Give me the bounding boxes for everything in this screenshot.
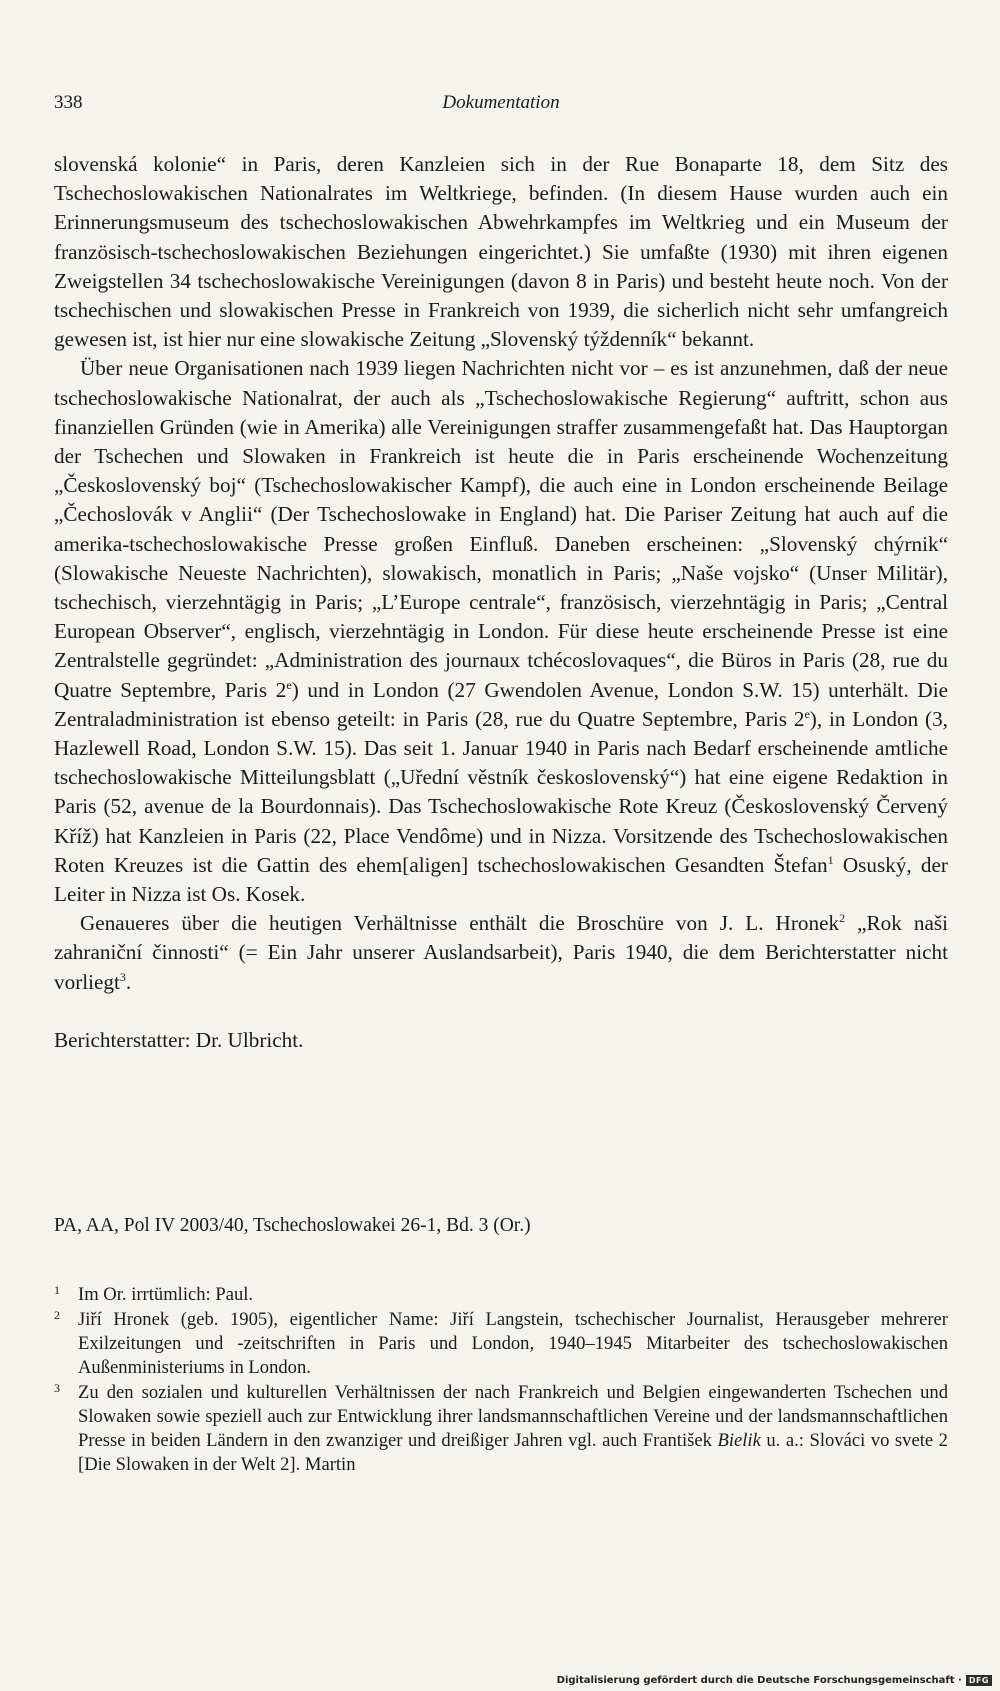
footnote-number: 1 [54,1283,60,1297]
paragraph-3-part-c: . [125,969,132,994]
dfg-logo-icon: DFG [966,1675,992,1686]
paragraph-2 [54,354,948,909]
footnote-ref-1: 1 [827,852,834,867]
page-number: 338 [54,92,83,113]
footnotes [54,1283,948,1478]
paragraph-3 [54,909,948,997]
footnote-text-part-a: Zu den sozialen und kulturellen Verhältnissen der nach Frankreich und Belgien eingewanderten Tschechen und Slowaken sowie speziell auch zur Entwicklung ihrer landsmannschaftlichen Vereine und der landsmannschaftlichen Presse in beiden Ländern in den zwanziger und dreißiger Jahren vgl. auch František [78,1382,948,1451]
footnote-text: Im Or. irrtümlich: Paul. [78,1284,254,1305]
superscript-e-2: e [804,706,810,721]
page-header [54,92,948,118]
running-title: Dokumentation [442,92,560,113]
paragraph-3-part-b: „Rok naši zahraniční činnosti“ (= Ein Jahr unserer Auslandsarbeit), Paris 1940, die dem Berichterstatter nicht vorliegt [54,911,948,994]
footnote-3 [54,1381,948,1477]
body-text [54,150,948,1055]
footnote-1 [54,1283,948,1307]
paragraph-1: slovenská kolonie“ in Paris, deren Kanzleien sich in der Rue Bonaparte 18, dem Sitz des Tschechoslowakischen Nationalrates im Weltkriege, befinden. (In diesem Hause wurden auch ein Erinnerungsmuseum des tschechoslowakischen Abwehrkampfes im Weltkrieg und ein Museum der französisch-tschechoslowakischen Beziehungen eingerichtet.) Sie umfaßte (1930) mit ihren eigenen Zweigstellen 34 tschechoslowakische Vereinigungen (davon 8 in Paris) und besteht heute noch. Von der tschechischen und slowakischen Presse in Frankreich von 1939, die sicherlich nicht sehr umfangreich gewesen ist, ist hier nur eine slowakische Zeitung „Slovenský týždenník“ bekannt. [54,152,948,352]
digitization-credit [557,1675,992,1686]
superscript-e-1: e [286,677,292,692]
reporter-line: Berichterstatter: Dr. Ulbricht. [54,1027,304,1052]
footnote-number: 3 [54,1381,60,1395]
footnote-ref-2: 2 [839,911,846,926]
paragraph-2-part-d: Osuský, der Leiter in Nizza ist Os. Kosek. [54,852,948,907]
footnote-2 [54,1308,948,1380]
paragraph-2-part-c: ), in London (3, Hazlewell Road, London S.W. 15). Das seit 1. Januar 1940 in Paris nach Bedarf erscheinende amtliche tschechoslowakische Mitteilungsblatt („Uřední věstník československý“) hat eine eigene Redaktion in Paris (52, avenue de la Bourdonnais). Das Tschechoslowakische Rote Kreuz (Československý Červený Kříž) hat Kanzleien in Paris (22, Place Vendôme) und in Nizza. Vorsitzende des Tschechoslowakischen Roten Kreuzes ist die Gattin des ehem[aligen] tschechoslowakischen Gesandten Štefan [54,706,948,877]
credit-text: Digitalisierung gefördert durch die Deutsche Forschungsgemeinschaft · [556,1675,962,1686]
footnote-text: Jiří Hronek (geb. 1905), eigentlicher Name: Jiří Langstein, tschechischer Journalist, Herausgeber mehrerer Exilzeitungen und -zeitschriften in Paris und London, 1940–1945 Mitarbeiter des tschechoslowakischen Außenministeriums in London. [78,1309,948,1378]
footnote-number: 2 [54,1308,60,1322]
paragraph-2-part-b: ) und in London (27 Gwendolen Avenue, London S.W. 15) unterhält. Die Zentraladministration ist ebenso geteilt: in Paris (28, rue du Quatre Septembre, Paris 2 [54,677,948,731]
paragraph-2-part-a: Über neue Organisationen nach 1939 liegen Nachrichten nicht vor – es ist anzunehmen, daß der neue tschechoslowakische Nationalrat, der auch als „Tschechoslowakische Regierung“ auftritt, schon aus finanziellen Gründen (wie in Amerika) alle Vereinigungen straffer zusammengefaßt hat. Das Hauptorgan der Tschechen und Slowaken in Frankreich ist heute die in Paris erscheinende Wochenzeitung „Československý boj“ (Tschechoslowakischer Kampf), die auch eine in London erscheinende Beilage „Čechoslovák v Anglii“ (Der Tschechoslowake in England) hat. Die Pariser Zeitung hat auch auf die amerika-tschechoslowakische Presse großen Einfluß. Daneben erscheinen: „Slovenský chýrnik“ (Slowakische Neueste Nachrichten), slowakisch, monatlich in Paris; „Naše vojsko“ (Unser Militär), tschechisch, vierzehntägig in Paris; „L’Europe centrale“, französisch, vierzehntägig in Paris; „Central European Observer“, englisch, vierzehntägig in London. Für diese heute erscheinende Presse ist eine Zentralstelle gegründet: „Administration des journaux tchécoslovaques“, die Büros in Paris (28, rue du Quatre Septembre, Paris 2 [54,356,948,702]
paragraph-3-part-a: Genaueres über die heutigen Verhältnisse enthält die Broschüre von J. L. Hronek [80,911,840,936]
footnote-author: Bielik [717,1430,761,1451]
archive-source: PA, AA, Pol IV 2003/40, Tschechoslowakei 26-1, Bd. 3 (Or.) [54,1215,531,1236]
footnote-text [78,1381,948,1477]
footnote-text-part-b: u. a.: Slováci vo svete 2 [Die Slowaken in der Welt 2]. Martin [78,1430,948,1475]
footnote-ref-3: 3 [119,969,126,984]
